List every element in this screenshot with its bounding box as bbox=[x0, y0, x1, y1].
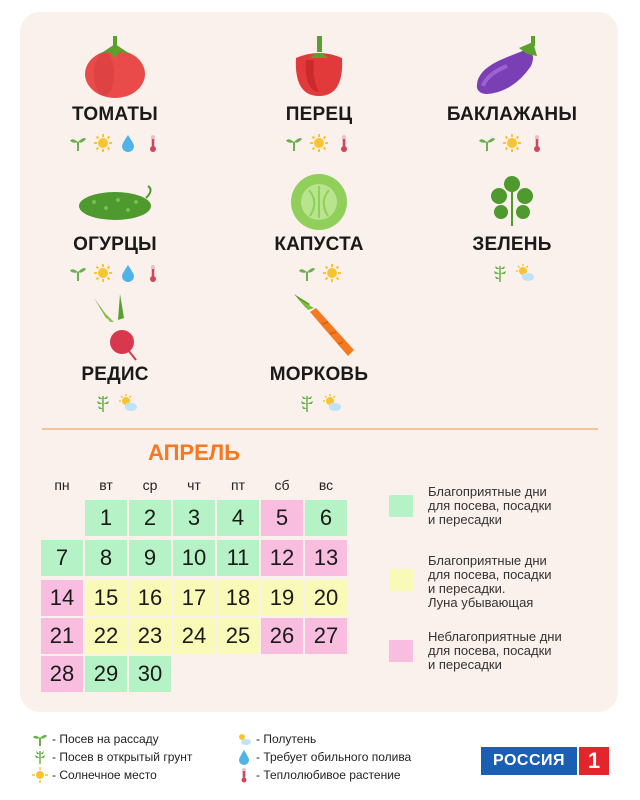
sun-icon bbox=[322, 263, 342, 283]
icon-legend-heat bbox=[236, 767, 401, 783]
calendar-day: 7 bbox=[41, 540, 83, 576]
seedling-icon bbox=[284, 133, 304, 153]
calendar-day: 22 bbox=[85, 618, 127, 654]
calendar-day: 3 bbox=[173, 500, 215, 536]
partial-shade-icon bbox=[515, 263, 535, 283]
calendar-day: 18 bbox=[217, 580, 259, 616]
veg-carrot bbox=[224, 290, 414, 414]
veg-name: РЕДИС bbox=[81, 364, 149, 385]
water-drop-icon bbox=[118, 263, 138, 283]
eggplant-image bbox=[417, 30, 607, 102]
icon-legend-seedling bbox=[32, 731, 159, 747]
calendar-day: 26 bbox=[261, 618, 303, 654]
seedling-icon bbox=[32, 731, 48, 747]
calendar-day: 16 bbox=[129, 580, 171, 616]
veg-tomato bbox=[20, 30, 210, 154]
calendar-day: 30 bbox=[129, 656, 171, 692]
veg-name: ЗЕЛЕНЬ bbox=[472, 234, 552, 255]
russia1-logo bbox=[481, 745, 609, 777]
calendar-day: 6 bbox=[305, 500, 347, 536]
calendar-day: 2 bbox=[129, 500, 171, 536]
veg-name: БАКЛАЖАНЫ bbox=[446, 104, 578, 125]
logo-number: 1 bbox=[579, 747, 609, 775]
carrot-image bbox=[224, 290, 414, 362]
calendar-day: 24 bbox=[173, 618, 215, 654]
sun-icon bbox=[93, 133, 113, 153]
veg-name: ОГУРЦЫ bbox=[73, 234, 157, 255]
legend-unfavorable-swatch bbox=[389, 640, 413, 662]
legend-favorable-swatch bbox=[389, 495, 413, 517]
seedling-icon bbox=[68, 133, 88, 153]
icon-legend-label: - Полутень bbox=[256, 732, 317, 746]
legend-waning-text: Благоприятные дни для посева, посадки и пересадки. Луна убывающая bbox=[428, 553, 552, 610]
tomato-image bbox=[20, 30, 210, 102]
water-drop-icon bbox=[236, 749, 252, 765]
thermometer-icon bbox=[143, 263, 163, 283]
legend-unfavorable-text: Неблагоприятные дни для посева, посадки и пересадки bbox=[428, 629, 562, 672]
veg-icons bbox=[224, 132, 414, 154]
icon-legend-partial-shade bbox=[236, 731, 316, 747]
cucumber-image bbox=[20, 160, 210, 232]
calendar-day: 29 bbox=[85, 656, 127, 692]
seedling-icon bbox=[477, 133, 497, 153]
icon-legend-label: - Посев в открытый грунт bbox=[52, 750, 193, 764]
calendar-day: 20 bbox=[305, 580, 347, 616]
pepper-image bbox=[224, 30, 414, 102]
sun-icon bbox=[502, 133, 522, 153]
calendar-day: 11 bbox=[217, 540, 259, 576]
calendar-day: 25 bbox=[217, 618, 259, 654]
calendar-day: 9 bbox=[129, 540, 171, 576]
calendar-day: 1 bbox=[85, 500, 127, 536]
thermometer-icon bbox=[236, 767, 252, 783]
greens-image bbox=[417, 160, 607, 232]
calendar-day: 8 bbox=[85, 540, 127, 576]
calendar-day: 13 bbox=[305, 540, 347, 576]
partial-shade-icon bbox=[236, 731, 252, 747]
calendar-day: 28 bbox=[41, 656, 83, 692]
veg-name: ТОМАТЫ bbox=[72, 104, 158, 125]
icon-legend-label: - Требует обильного полива bbox=[256, 750, 412, 764]
seedling-icon bbox=[68, 263, 88, 283]
calendar-day: 14 bbox=[41, 580, 83, 616]
weekday-header: вт bbox=[99, 477, 113, 493]
weekday-header: пн bbox=[54, 477, 70, 493]
veg-icons bbox=[20, 262, 210, 284]
veg-icons bbox=[224, 262, 414, 284]
weekday-header: вс bbox=[318, 477, 334, 493]
section-divider bbox=[42, 428, 598, 430]
water-drop-icon bbox=[118, 133, 138, 153]
cabbage-image bbox=[224, 160, 414, 232]
calendar-day: 4 bbox=[217, 500, 259, 536]
partial-shade-icon bbox=[118, 393, 138, 413]
legend-waning-swatch bbox=[389, 569, 413, 591]
sprout-icon bbox=[490, 263, 510, 283]
calendar-day: 27 bbox=[305, 618, 347, 654]
legend-favorable-text: Благоприятные дни для посева, посадки и пересадки bbox=[428, 484, 552, 527]
icon-legend-sunny bbox=[32, 767, 157, 783]
sprout-icon bbox=[93, 393, 113, 413]
icon-legend-open-ground bbox=[32, 749, 192, 765]
sprout-icon bbox=[32, 749, 48, 765]
calendar-day: 10 bbox=[173, 540, 215, 576]
icon-legend-label: - Теплолюбивое растение bbox=[256, 768, 401, 782]
calendar-day: 21 bbox=[41, 618, 83, 654]
calendar-month-title: АПРЕЛЬ bbox=[148, 440, 241, 465]
calendar-day: 23 bbox=[129, 618, 171, 654]
calendar-day: 15 bbox=[85, 580, 127, 616]
veg-icons bbox=[417, 132, 607, 154]
veg-name: МОРКОВЬ bbox=[269, 364, 369, 385]
sun-icon bbox=[32, 767, 48, 783]
sun-icon bbox=[309, 133, 329, 153]
icon-legend-label: - Посев на рассаду bbox=[52, 732, 159, 746]
weekday-header: чт bbox=[187, 477, 201, 493]
veg-name: ПЕРЕЦ bbox=[285, 104, 353, 125]
calendar-day: 5 bbox=[261, 500, 303, 536]
calendar-day: 17 bbox=[173, 580, 215, 616]
veg-eggplant bbox=[417, 30, 607, 154]
veg-radish bbox=[20, 290, 210, 414]
weekday-header: пт bbox=[231, 477, 245, 493]
thermometer-icon bbox=[334, 133, 354, 153]
veg-name: КАПУСТА bbox=[274, 234, 364, 255]
veg-pepper bbox=[224, 30, 414, 154]
veg-cabbage bbox=[224, 160, 414, 284]
veg-cucumber bbox=[20, 160, 210, 284]
logo-word: РОССИЯ bbox=[481, 747, 577, 775]
seedling-icon bbox=[297, 263, 317, 283]
thermometer-icon bbox=[143, 133, 163, 153]
weekday-header: ср bbox=[142, 477, 158, 493]
thermometer-icon bbox=[527, 133, 547, 153]
veg-icons bbox=[417, 262, 607, 284]
veg-greens bbox=[417, 160, 607, 284]
veg-icons bbox=[20, 132, 210, 154]
icon-legend-label: - Солнечное место bbox=[52, 768, 157, 782]
sun-icon bbox=[93, 263, 113, 283]
calendar-day: 12 bbox=[261, 540, 303, 576]
veg-icons bbox=[224, 392, 414, 414]
calendar-day: 19 bbox=[261, 580, 303, 616]
veg-icons bbox=[20, 392, 210, 414]
sprout-icon bbox=[297, 393, 317, 413]
icon-legend-water bbox=[236, 749, 411, 765]
partial-shade-icon bbox=[322, 393, 342, 413]
radish-image bbox=[20, 290, 210, 362]
weekday-header: сб bbox=[274, 477, 290, 493]
